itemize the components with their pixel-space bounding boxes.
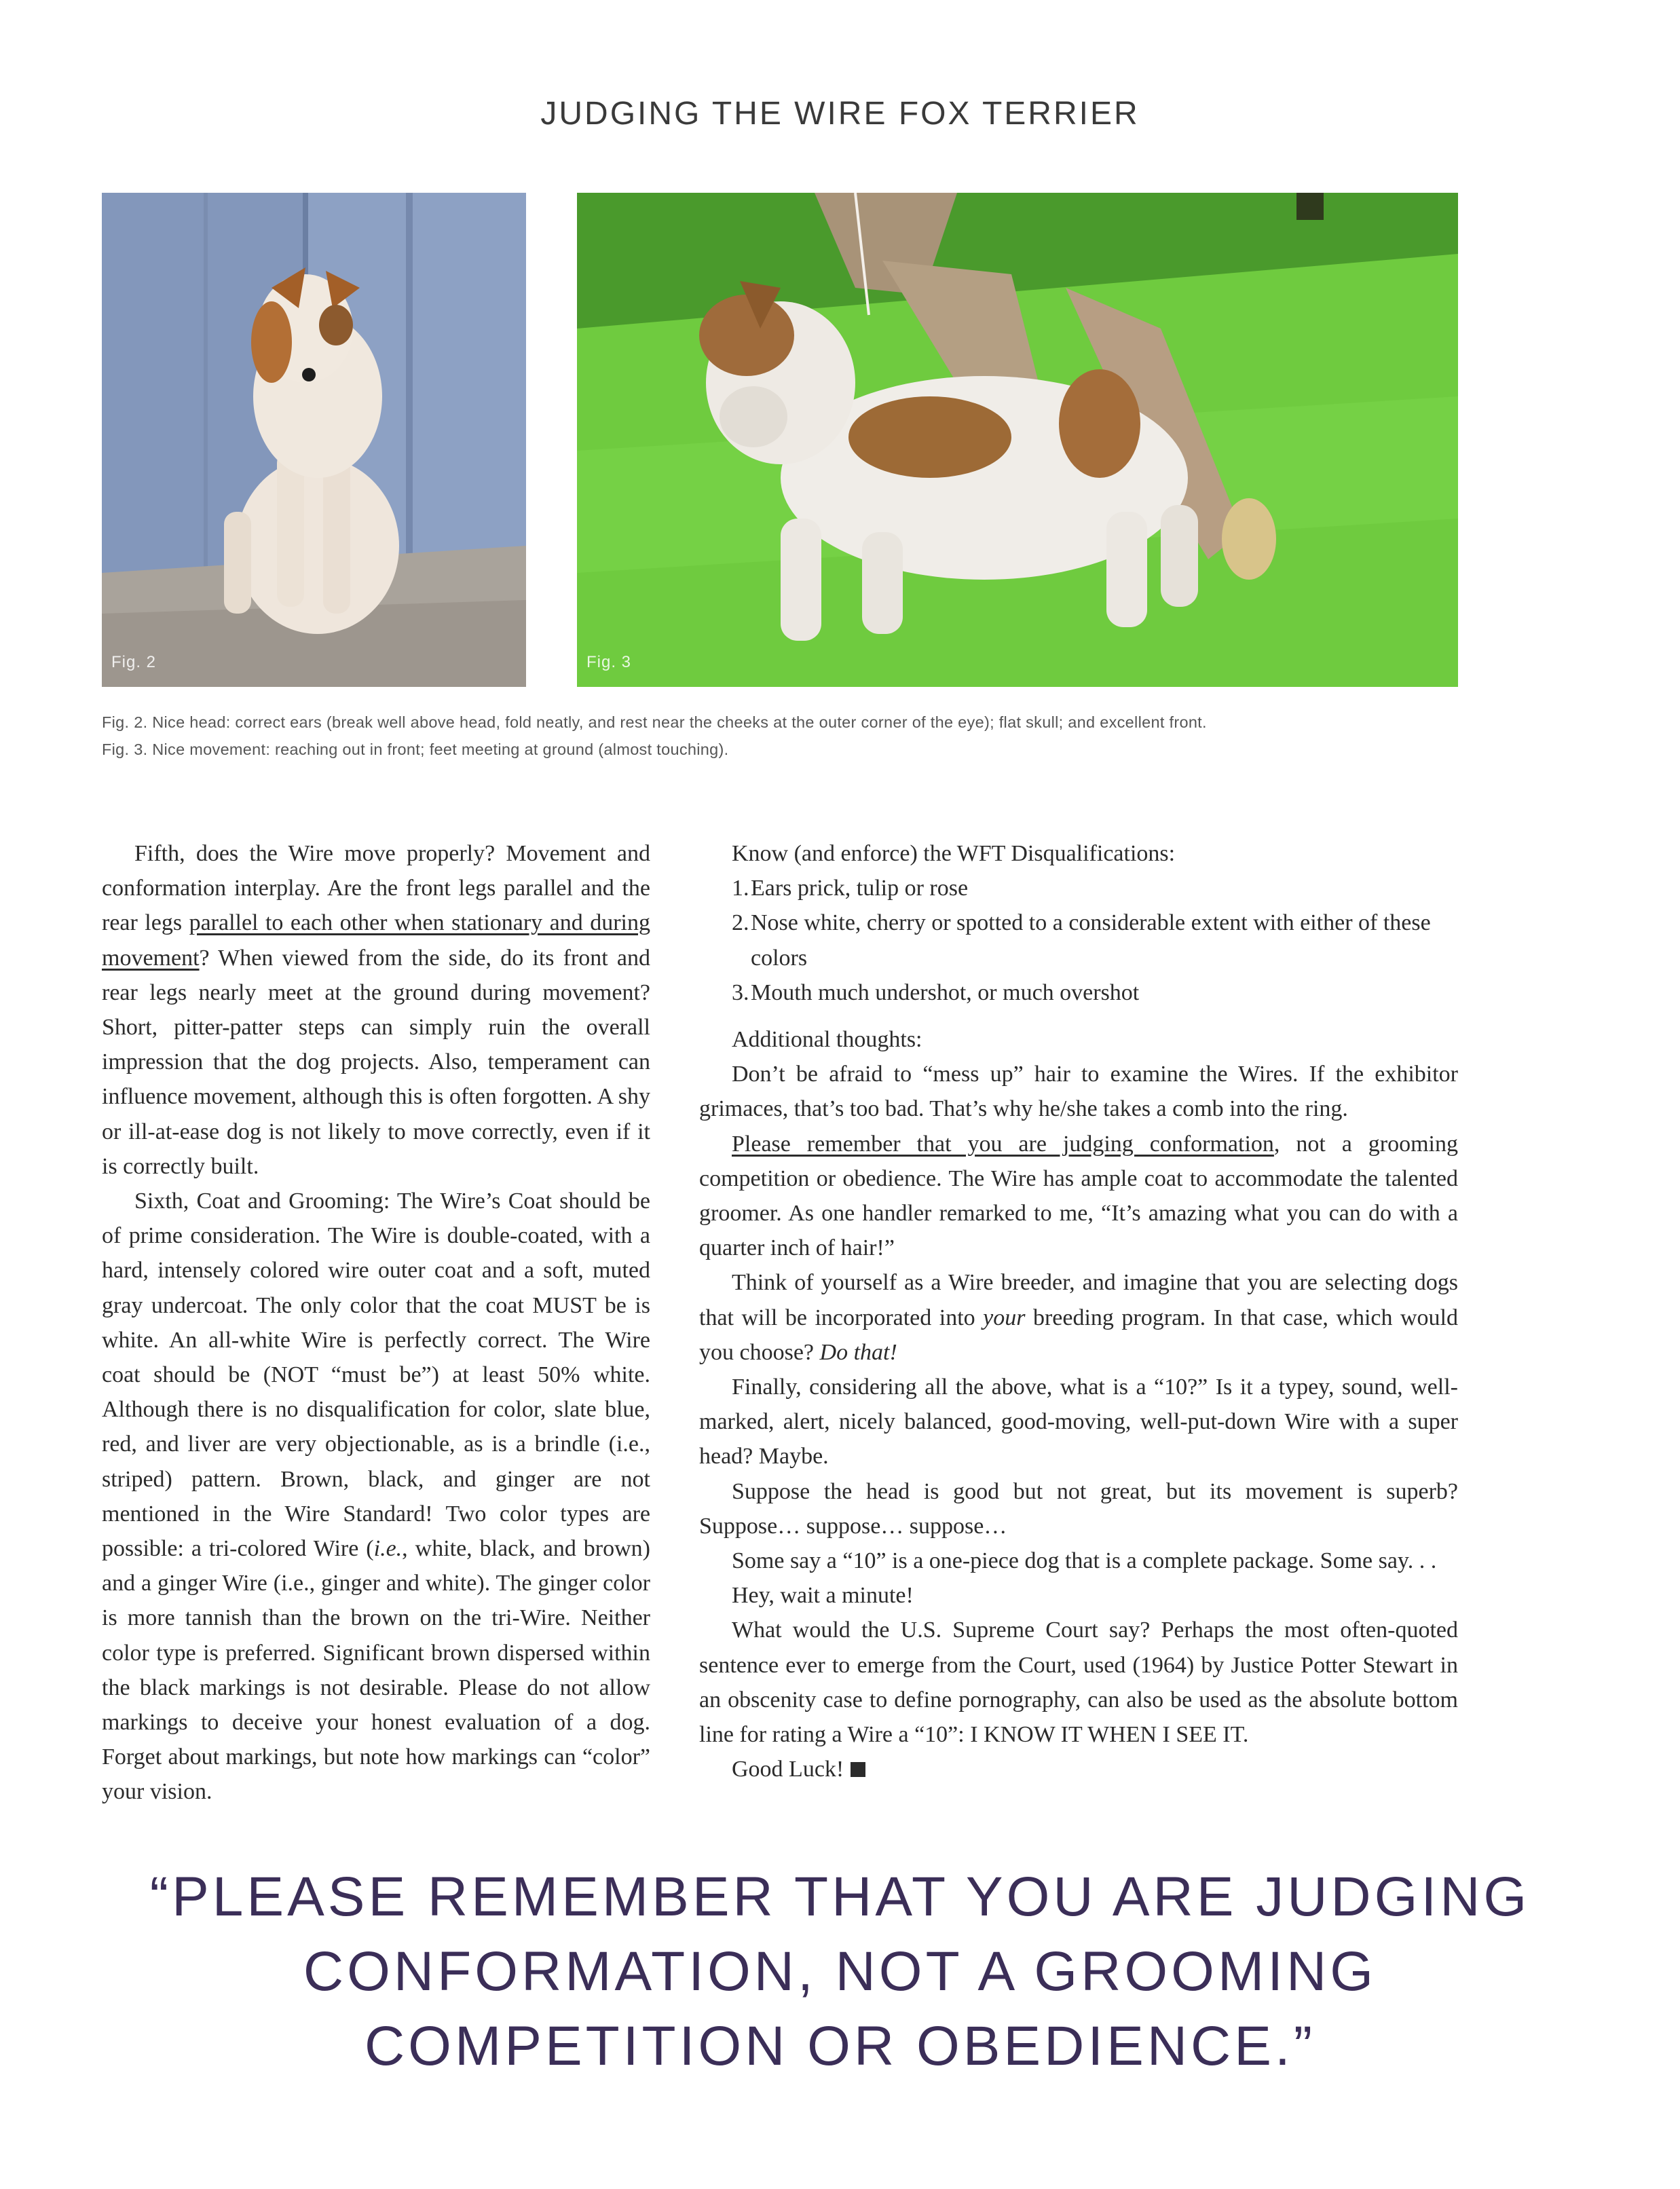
paragraph-some-say: Some say a “10” is a one-piece dog that is a complete package. Some say. . . xyxy=(732,1548,1437,1574)
paragraph-mess-up: Don’t be afraid to “mess up” hair to examine the Wires. If the exhibitor grimaces, that’s too bad. That’s why he/she takes a comb into the ring. xyxy=(699,1062,1458,1122)
list-item: 1. Ears prick, tulip or rose xyxy=(732,876,969,901)
pull-quote xyxy=(81,1860,1599,2084)
disqualifications-list xyxy=(699,871,1458,1010)
figure-captions xyxy=(102,709,1459,763)
pull-quote-line: COMPETITION OR OBEDIENCE.” xyxy=(364,2015,1316,2077)
paragraph-movement: Fifth, does the Wire move properly? Movement and conformation interplay. Are the front legs parallel and the rear legs parallel to each other when stationary and during movement? When viewed from the side, do its front and rear legs nearly meet at the ground during movement? Short, pitter-patter steps can simply ruin the overall impression that the dog projects. Also, temperament can influence movement, although this is often forgotten. A shy or ill-at-ease dog is not likely to move correctly, even if it is correctly built. xyxy=(102,841,650,1179)
caption-fig2: Fig. 2. Nice head: correct ears (break well above head, fold neatly, and rest near the cheeks at the outer corner of the eye); flat skull; and excellent front. xyxy=(102,713,1207,731)
pull-quote-line: CONFORMATION, NOT A GROOMING xyxy=(303,1941,1377,2002)
list-item: 3. Mouth much undershot, or much overshot xyxy=(732,979,1140,1005)
disqualifications-intro: Know (and enforce) the WFT Disqualifications: xyxy=(732,841,1176,866)
paragraph-court: What would the U.S. Supreme Court say? Perhaps the most often-quoted sentence ever to emerge from the Court, used (1964) by Justice Potter Stewart in an obscenity case to define pornography, can also be used as the absolute bottom line for rating a Wire a “10”: I KNOW IT WHEN I SEE IT. xyxy=(699,1617,1458,1748)
additional-thoughts-heading: Additional thoughts: xyxy=(732,1027,922,1053)
article-left-column xyxy=(102,836,650,1810)
end-mark-icon xyxy=(851,1762,865,1777)
paragraph-hey: Hey, wait a minute! xyxy=(732,1583,914,1609)
figure-tag: Fig. 2 xyxy=(111,653,157,671)
paragraph-finally: Finally, considering all the above, what is a “10?” Is it a typey, sound, well-marked, alert, nicely balanced, good-moving, well-put-down Wire with a super head? Maybe. xyxy=(699,1374,1458,1470)
dog-standing-photo xyxy=(102,193,526,687)
caption-fig3: Fig. 3. Nice movement: reaching out in front; feet meeting at ground (almost touching). xyxy=(102,741,729,758)
paragraph-remember: Please remember that you are judging conformation, not a grooming competition or obedience. The Wire has ample coat to accommodate the talented groomer. As one handler remarked to me, “It’s amazing what you can do with a quarter inch of hair!” xyxy=(699,1131,1458,1261)
dog-moving-photo xyxy=(577,193,1458,687)
underlined-text: Please remember that you are judging conformation xyxy=(732,1131,1274,1157)
figure-tag: Fig. 3 xyxy=(586,653,632,671)
pull-quote-line: “PLEASE REMEMBER THAT YOU ARE JUDGING xyxy=(149,1866,1531,1928)
page-header-title: JUDGING THE WIRE FOX TERRIER xyxy=(540,96,1140,132)
underlined-text: parallel to each other when stationary and during movement xyxy=(102,910,650,971)
paragraph-good-luck: Good Luck! xyxy=(699,1752,1458,1786)
list-item: 2. Nose white, cherry or spotted to a considerable extent with either of these colors xyxy=(732,910,1431,971)
article-right-column xyxy=(699,836,1458,1786)
paragraph-coat: Sixth, Coat and Grooming: The Wire’s Coat should be of prime consideration. The Wire is double-coated, with a hard, intensely colored wire outer coat and a soft, muted gray undercoat. The only color that the coat MUST be is white. An all-white Wire is perfectly correct. The Wire coat should be (NOT “must be”) at least 50% white. Although there is no disqualification for color, slate blue, red, and liver are very objectionable, as is a brindle (i.e., striped) pattern. Brown, black, and ginger are not mentioned in the Wire Standard! Two color types are possible: a tri-colored Wire (i.e., white, black, and brown) and a ginger Wire (i.e., ginger and white). The ginger color is more tannish than the brown on the tri-Wire. Neither color type is preferred. Significant brown dispersed within the black markings is not desirable. Please do not allow markings to deceive your honest evaluation of a dog. Forget about markings, but note how markings can “color” your vision. xyxy=(102,1189,650,1805)
paragraph-breeder: Think of yourself as a Wire breeder, and imagine that you are selecting dogs that will be incorporated into your breeding program. In that case, which would you choose? Do that! xyxy=(699,1270,1458,1365)
paragraph-suppose: Suppose the head is good but not great, but its movement is superb? Suppose… suppose… suppose… xyxy=(699,1478,1458,1539)
